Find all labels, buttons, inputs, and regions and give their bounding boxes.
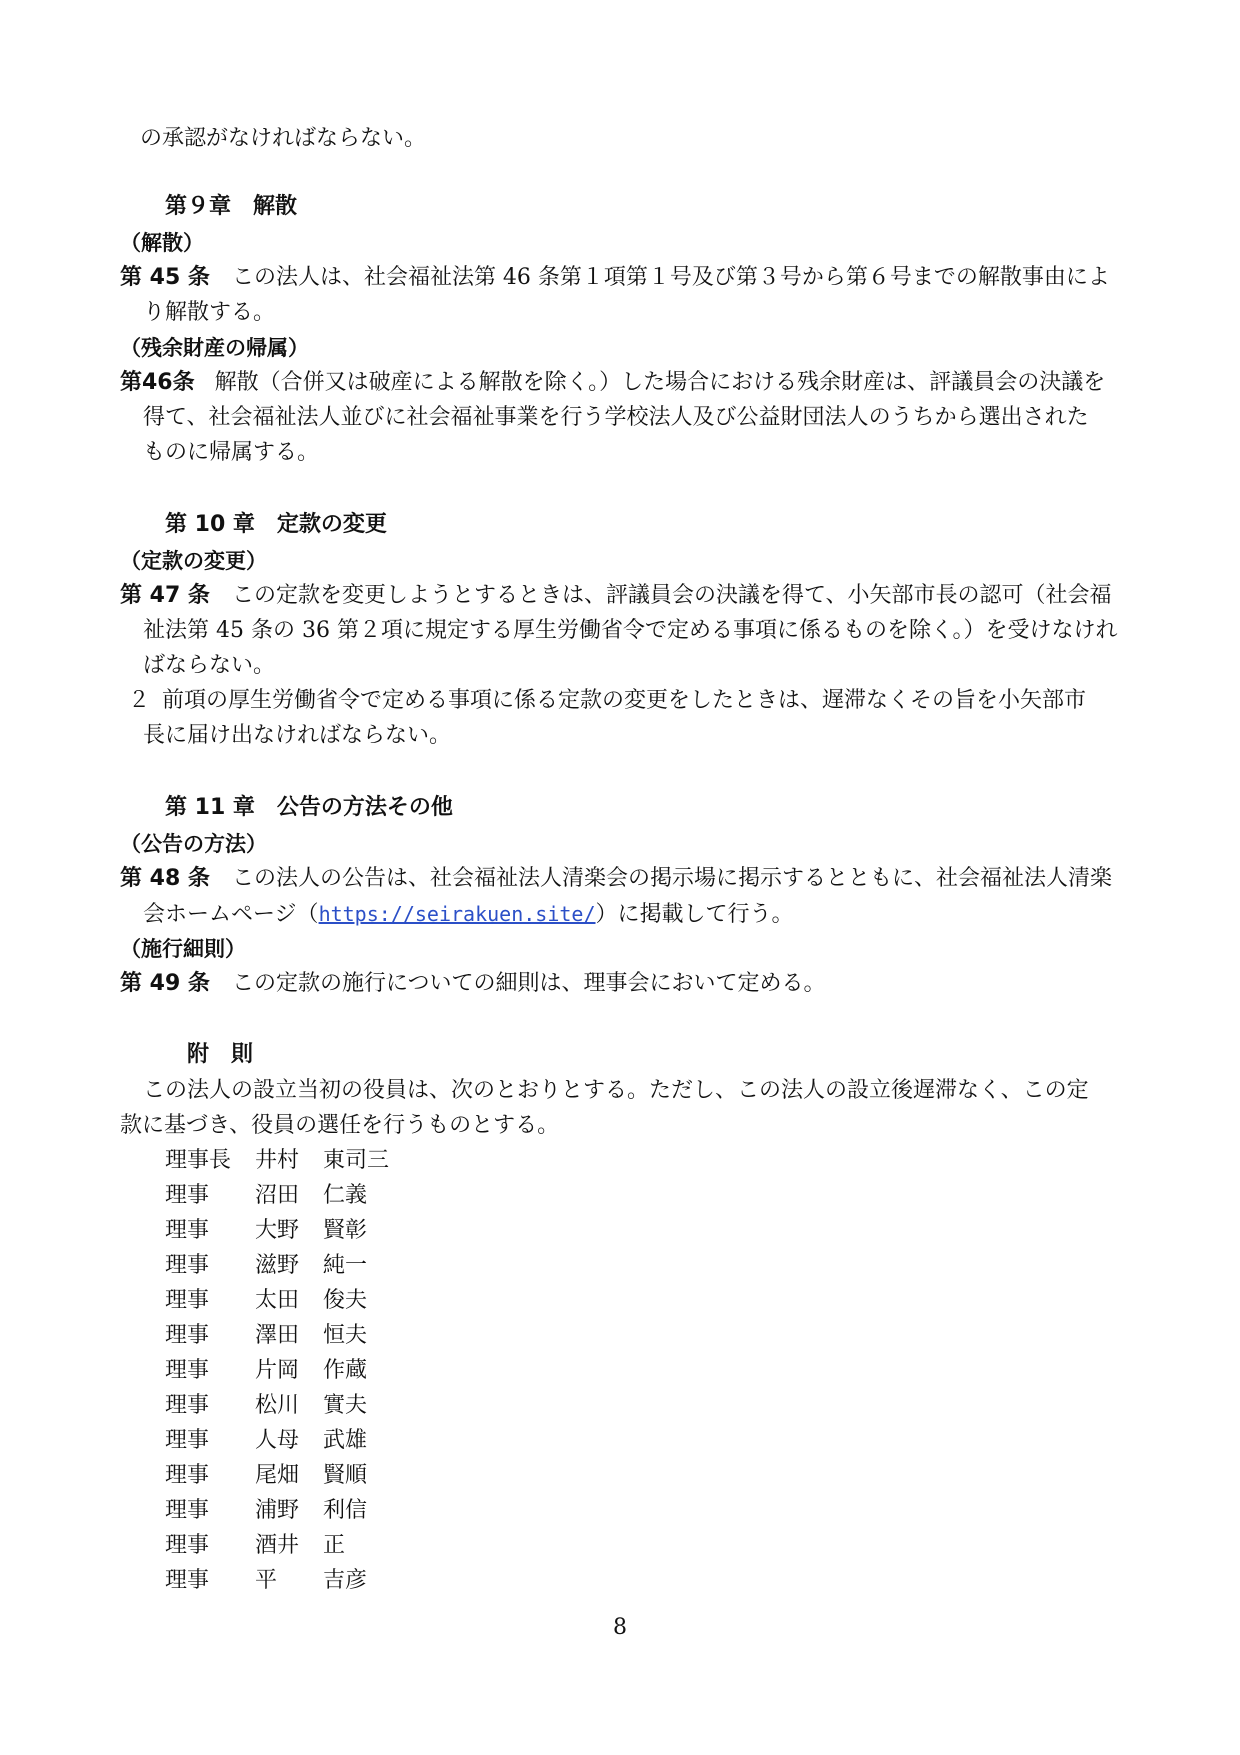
- officer-title: 理事: [165, 1183, 210, 1208]
- officer-title: 理事: [165, 1533, 210, 1558]
- officer-given-name: 正: [323, 1533, 346, 1558]
- article-46-line-1: [120, 368, 1105, 398]
- officer-title: 理事: [165, 1218, 210, 1243]
- article-49-text-1: この定款の施行についての細則は、理事会において定める。: [231, 971, 826, 996]
- officer-title: 理事: [165, 1253, 210, 1278]
- chapter-11-title: 第 11 章 公告の方法その他: [165, 795, 453, 820]
- officer-given-name: 賢順: [323, 1463, 368, 1488]
- article-45-line-1: [120, 263, 1110, 293]
- officer-surname: 太田: [255, 1288, 300, 1313]
- article-45-heading: （解散）: [120, 231, 204, 255]
- officer-title: 理事: [165, 1498, 210, 1523]
- supplementary-line-1: この法人の設立当初の役員は、次のとおりとする。ただし、この法人の設立後遅滞なく、この定: [143, 1078, 1089, 1103]
- officer-given-name: 武雄: [323, 1428, 368, 1453]
- article-48-text-1: この法人の公告は、社会福祉法人清楽会の掲示場に掲示するとともに、社会福祉法人清楽: [231, 866, 1112, 891]
- article-45-text-1: この法人は、社会福祉法第 46 条第１項第１号及び第３号から第６号までの解散事由によ: [231, 265, 1110, 290]
- officer-surname: 大野: [255, 1218, 300, 1243]
- officer-surname: 井村: [255, 1148, 300, 1173]
- officer-given-name: 實夫: [323, 1393, 368, 1418]
- officer-title: 理事長: [165, 1148, 232, 1173]
- article-47-text-1: この定款を変更しようとするときは、評議員会の決議を得て、小矢部市長の認可（社会福: [231, 583, 1112, 608]
- officer-given-name: 利信: [323, 1498, 368, 1523]
- officer-surname: 尾畑: [255, 1463, 300, 1488]
- officer-given-name: 仁義: [323, 1183, 368, 1208]
- officer-title: 理事: [165, 1393, 210, 1418]
- supplementary-title: 附 則: [187, 1042, 254, 1067]
- article-46-line-3: ものに帰属する。: [143, 440, 320, 465]
- chapter-10-title: 第 10 章 定款の変更: [165, 512, 387, 537]
- article-46-line-2: 得て、社会福祉法人並びに社会福祉事業を行う学校法人及び公益財団法人のうちから選出された: [143, 405, 1089, 430]
- officer-given-name: 吉彦: [323, 1568, 368, 1593]
- officer-given-name: 恒夫: [323, 1323, 368, 1348]
- officer-title: 理事: [165, 1463, 210, 1488]
- officer-surname: 澤田: [255, 1323, 300, 1348]
- officer-given-name: 賢彰: [323, 1218, 368, 1243]
- officer-surname: 滋野: [255, 1253, 300, 1278]
- article-45-number: 第 45 条: [120, 265, 210, 290]
- article-46-heading: （残余財産の帰属）: [120, 336, 309, 360]
- officer-title: 理事: [165, 1428, 210, 1453]
- article-47-number: 第 47 条: [120, 583, 210, 608]
- article-46-number: 第46条: [120, 370, 195, 395]
- article-49-heading: （施行細則）: [120, 937, 246, 961]
- article-45-line-2: り解散する。: [143, 300, 276, 325]
- officer-surname: 浦野: [255, 1498, 300, 1523]
- article-47-line-3: ばならない。: [143, 653, 276, 678]
- article-48-line2-suffix: ）に掲載して行う。: [595, 902, 794, 927]
- article-47-heading: （定款の変更）: [120, 549, 267, 573]
- officer-surname: 松川: [255, 1393, 300, 1418]
- article-49-line-1: [120, 969, 826, 999]
- officer-title: 理事: [165, 1288, 210, 1313]
- article-46-text-1: 解散（合併又は破産による解散を除く。）した場合における残余財産は、評議員会の決議を: [214, 370, 1106, 395]
- article-47-para2-line-1: [128, 686, 1086, 716]
- article-48-line-1: [120, 864, 1112, 894]
- officer-surname: 沼田: [255, 1183, 300, 1208]
- article-48-line-2: [143, 899, 794, 930]
- homepage-link[interactable]: https://seirakuen.site/: [318, 902, 596, 926]
- officer-surname: 片岡: [255, 1358, 300, 1383]
- officer-title: 理事: [165, 1323, 210, 1348]
- officer-given-name: 作蔵: [323, 1358, 368, 1383]
- officer-given-name: 俊夫: [323, 1288, 368, 1313]
- article-47-para2-line-2: 長に届け出なければならない。: [143, 723, 452, 748]
- officer-surname: 人母: [255, 1428, 300, 1453]
- officer-surname: 平: [255, 1568, 278, 1593]
- article-49-number: 第 49 条: [120, 971, 210, 996]
- page-number: 8: [613, 1615, 627, 1640]
- officer-title: 理事: [165, 1568, 210, 1593]
- article-48-number: 第 48 条: [120, 866, 210, 891]
- carry-over-line: の承認がなければならない。: [140, 126, 427, 151]
- article-47-line-2: 祉法第 45 条の 36 第２項に規定する厚生労働省令で定める事項に係るものを除く。）を受けなけれ: [143, 618, 1118, 643]
- officer-given-name: 東司三: [323, 1148, 390, 1173]
- article-47-para2-text-1: 前項の厚生労働省令で定める事項に係る定款の変更をしたときは、遅滞なくその旨を小矢部市: [162, 688, 1087, 713]
- officer-surname: 酒井: [255, 1533, 300, 1558]
- article-47-line-1: [120, 581, 1112, 611]
- article-48-line2-prefix: 会ホームページ（: [143, 902, 319, 927]
- article-48-heading: （公告の方法）: [120, 832, 267, 856]
- officer-title: 理事: [165, 1358, 210, 1383]
- article-47-para2-number: ２: [128, 688, 151, 713]
- supplementary-line-2: 款に基づき、役員の選任を行うものとする。: [120, 1113, 560, 1138]
- chapter-9-title: 第９章 解散: [165, 194, 298, 219]
- officer-given-name: 純一: [323, 1253, 368, 1278]
